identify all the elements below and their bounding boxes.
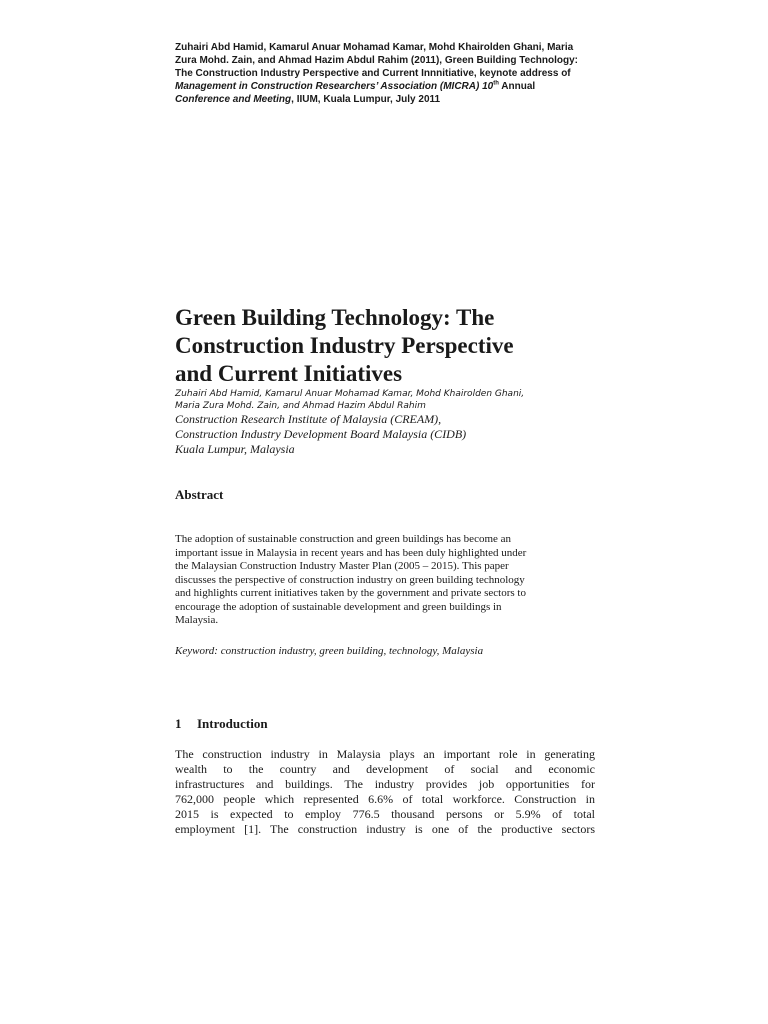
affiliation-line: Kuala Lumpur, Malaysia [175, 442, 295, 456]
body-line: employment [1]. The construction industry is one of the productive sectors [175, 822, 595, 836]
abstract-line: encourage the adoption of sustainable development and green buildings in [175, 600, 502, 613]
affiliation-line: Construction Research Institute of Malaysia (CREAM), [175, 412, 442, 426]
keywords-line: Keyword: construction industry, green building, technology, Malaysia [175, 645, 484, 657]
section-title: Introduction [197, 716, 268, 731]
citation-conference-name-cont: Conference and Meeting [175, 94, 292, 105]
citation-ordinal-suffix: th [493, 80, 499, 87]
body-line: infrastructures and buildings. The industry provides job opportunities for [175, 777, 595, 791]
citation-line: Zura Mohd. Zain, and Ahmad Hazim Abdul Rahim (2011), Green Building Technology: [175, 55, 578, 66]
author-line: Maria Zura Mohd. Zain, and Ahmad Hazim Abdul Rahim [175, 401, 426, 411]
affiliation-block [175, 412, 595, 457]
abstract-line: Malaysia. [175, 614, 219, 626]
body-line: wealth to the country and development of social and economic [175, 762, 595, 776]
abstract-body [175, 533, 595, 628]
author-list [175, 388, 595, 412]
citation-line: Zuhairi Abd Hamid, Kamarul Anuar Mohamad Kamar, Mohd Khairolden Ghani, Maria [175, 42, 574, 53]
section-number: 1 [175, 716, 182, 731]
body-line: The construction industry in Malaysia plays an important role in generating [175, 747, 595, 761]
author-line: Zuhairi Abd Hamid, Kamarul Anuar Mohamad Kamar, Mohd Khairolden Ghani, [175, 389, 525, 399]
citation-line [175, 80, 595, 93]
citation-conference-name: Management in Construction Researchers’ Association (MICRA) 10 [175, 81, 494, 92]
citation-block [175, 41, 595, 106]
introduction-body [175, 747, 595, 837]
abstract-line: The adoption of sustainable construction and green buildings has become an [175, 533, 512, 545]
citation-line [175, 93, 595, 106]
abstract-line: the Malaysian Construction Industry Master Plan (2005 – 2015). This paper [175, 560, 509, 572]
abstract-line: discusses the perspective of construction industry on green building technology [175, 573, 525, 586]
body-line: 2015 is expected to employ 776.5 thousand persons or 5.9% of total [175, 807, 595, 821]
abstract-line: important issue in Malaysia in recent years and has been duly highlighted under [175, 546, 527, 559]
title-line: Construction Industry Perspective [175, 333, 514, 358]
body-line: 762,000 people which represented 6.6% of total workforce. Construction in [175, 792, 595, 806]
abstract-heading: Abstract [175, 487, 224, 502]
citation-venue: , IIUM, Kuala Lumpur, July 2011 [291, 94, 441, 105]
affiliation-line: Construction Industry Development Board Malaysia (CIDB) [175, 427, 467, 441]
abstract-line: and highlights current initiatives taken by the government and private sectors to [175, 587, 526, 599]
introduction-heading [175, 716, 268, 732]
paper-title [175, 304, 595, 388]
citation-line-tail: Annual [498, 81, 536, 92]
citation-line: The Construction Industry Perspective and Current Innnitiative, keynote address of [175, 68, 571, 79]
title-line: Green Building Technology: The [175, 305, 495, 330]
title-line: and Current Initiatives [175, 361, 403, 386]
